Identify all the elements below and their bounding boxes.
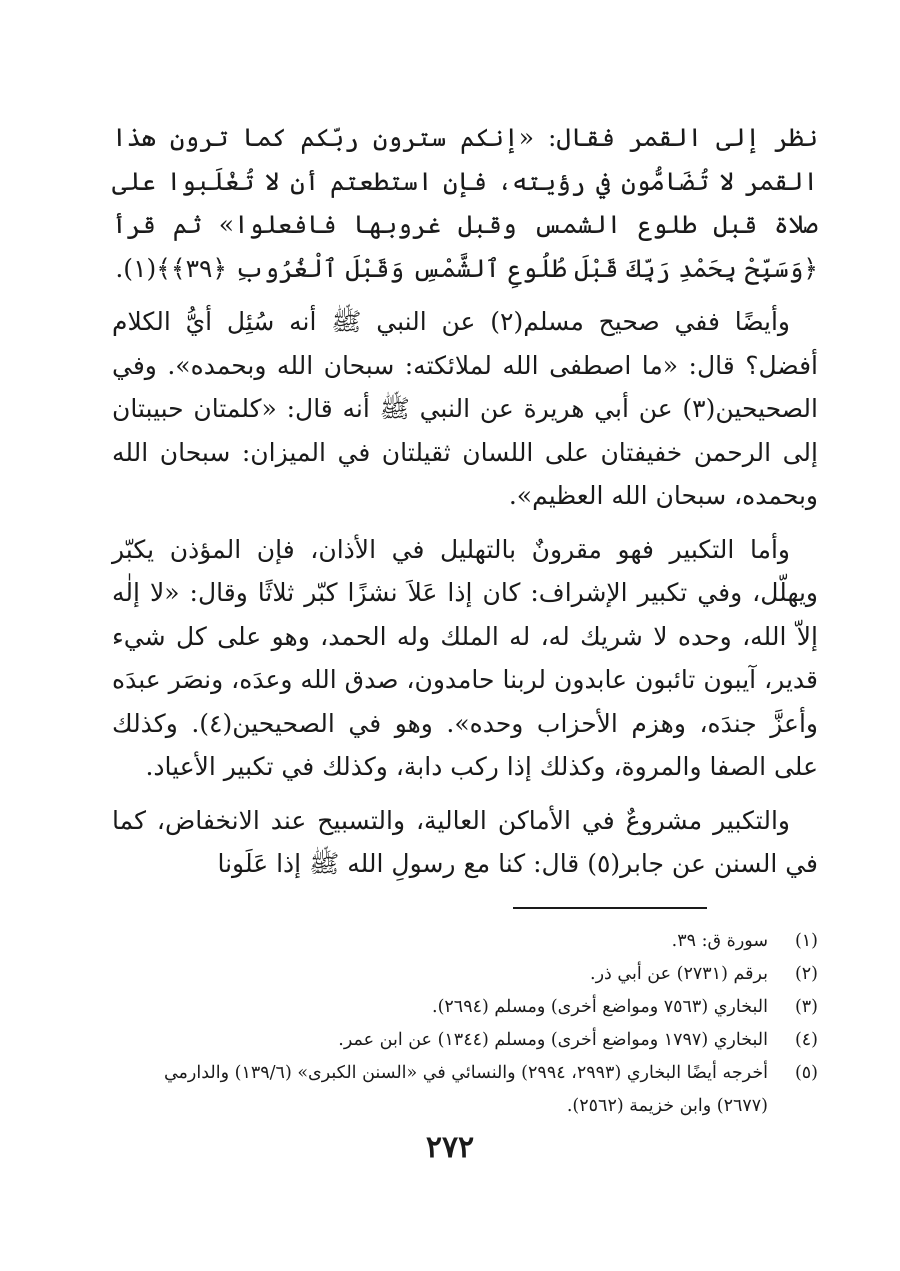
paragraph-3: وأما التكبير فهو مقرونٌ بالتهليل في الأذان، فإن المؤذن يكبّر ويهلّل، وفي تكبير الإشراف: كان إذا عَلاَ نشزًا كبّر ثلاثًا وقال: «لا إلٰه إلاّ الله، وحده لا شريك له، له الملك وله الحمد، وهو على كل شيء قدير، آيبون تائبون عابدون لربنا حامدون، صدق الله وعدَه، ونصَر عبدَه وأعزَّ جندَه، وهزم الأحزاب وحده». وهو في الصحيحين(٤). وكذلك على الصفا والمروة، وكذلك إذا ركب دابة، وكذلك في تكبير الأعياد.: [112, 534, 818, 781]
footnote-number: (١): [794, 931, 818, 951]
footnote-number: (٣): [794, 997, 818, 1017]
footnote-text: برقم (٢٧٣١) عن أبي ذر.: [590, 964, 768, 984]
footnote-1: [112, 925, 818, 958]
footnote-3: [112, 991, 818, 1024]
footnote-text: البخاري (٧٥٦٣ ومواضع أخرى) ومسلم (٢٦٩٤).: [432, 997, 768, 1017]
paragraph-2: وأيضًا ففي صحيح مسلم(٢) عن النبي ﷺ أنه سُئِل أيُّ الكلام أفضل؟ قال: «ما اصطفى الله لملائكته: سبحان الله وبحمده». وفي الصحيحين(٣) عن أبي هريرة عن النبي ﷺ أنه قال: «كلمتان حبيبتان إلى الرحمن خفيفتان على اللسان ثقيلتان في الميزان: سبحان الله وبحمده، سبحان الله العظيم».: [112, 307, 818, 510]
footnote-text: أخرجه أيضًا البخاري (٢٩٩٣، ٢٩٩٤) والنسائي في «السنن الكبرى» (١٣٩/٦) والدارمي (٢٦٧٧) وابن خزيمة (٢٥٦٢).: [163, 1063, 768, 1116]
footnote-4: [112, 1024, 818, 1057]
footnote-2: [112, 958, 818, 991]
footnote-5: [112, 1057, 818, 1123]
footnotes: [112, 925, 818, 1123]
paragraph-1: نظر إلى القمر فقال: «إنكم سترون ربّكم كما ترون هذا القمر لا تُضَامُّون في رؤيته، فإن استطعتم أن لا تُغْلَبوا على صلاة قبل طلوع الشمس وقبل غروبها فافعلوا» ثم قرأ ﴿وَسَبِّحْ بِحَمْدِ رَبِّكَ قَبْلَ طُلُوعِ ٱلشَّمْسِ وَقَبْلَ ٱلْغُرُوبِ ﴿٣٩﴾﴾(١).: [112, 123, 818, 283]
paragraph-4: والتكبير مشروعٌ في الأماكن العالية، والتسبيح عند الانخفاض، كما في السنن عن جابر(٥) قال: كنا مع رسولِ الله ﷺ إذا عَلَونا: [112, 805, 818, 878]
footnote-number: (٤): [794, 1030, 818, 1050]
footnote-divider: [513, 907, 707, 909]
footnote-text: سورة ق: ٣٩.: [671, 931, 768, 951]
footnote-number: (٢): [794, 964, 818, 984]
footnote-number: (٥): [794, 1063, 818, 1083]
page-number: ٢٧٢: [425, 1130, 475, 1165]
footnote-text: البخاري (١٧٩٧ ومواضع أخرى) ومسلم (١٣٤٤) عن ابن عمر.: [338, 1030, 768, 1050]
main-text: [112, 116, 818, 896]
